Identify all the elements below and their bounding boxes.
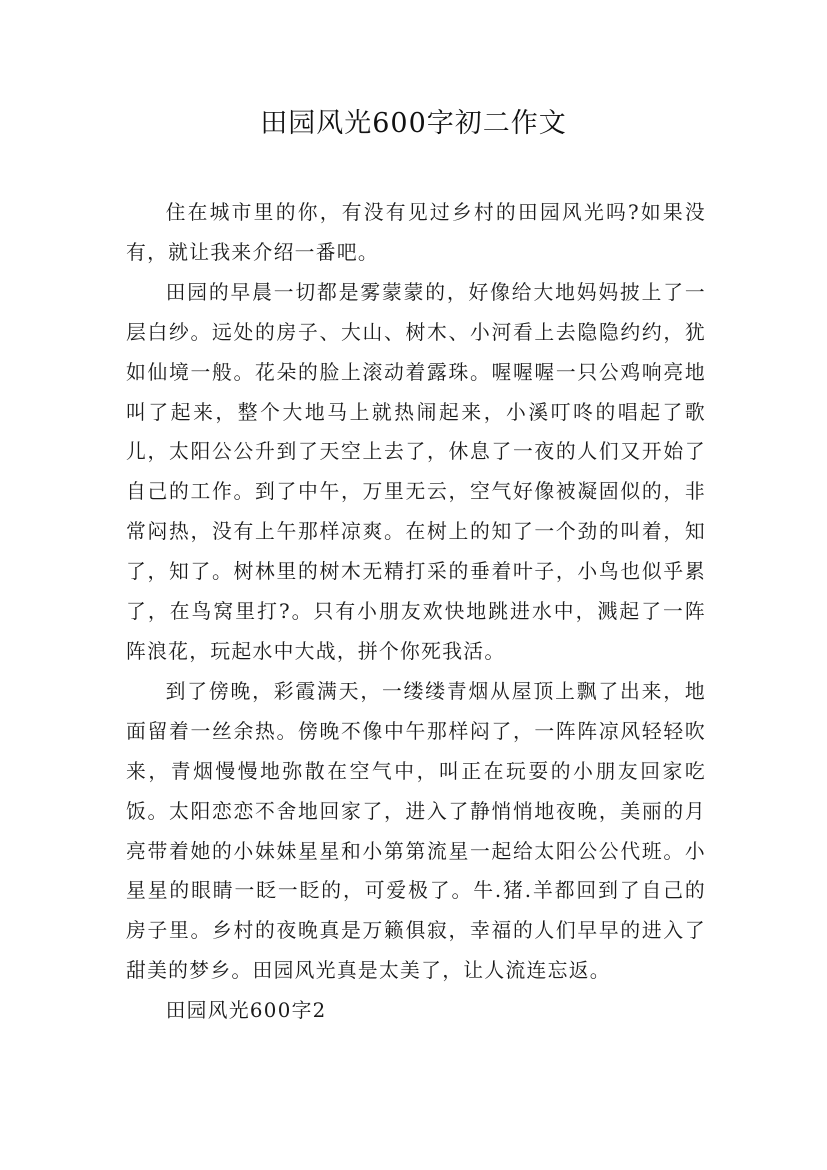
section-subheading: 田园风光600字2 bbox=[165, 999, 327, 1023]
paragraph: 田园的早晨一切都是雾蒙蒙的，好像给大地妈妈披上了一层白纱。远处的房子、大山、树木、小河看上去隐隐约约，犹如仙境一般。花朵的脸上滚动着露珠。喔喔喔一只公鸡响亮地叫了起来，整个大地马上就热闹起来，小溪叮咚的唱起了歌儿，太阳公公升到了天空上去了，休息了一夜的人们又开始了自己的工作。到了中午，万里无云，空气好像被凝固似的，非常闷热，没有上午那样凉爽。在树上的知了一个劲的叫着，知了，知了。树林里的树木无精打采的垂着叶子，小鸟也似乎累了，在鸟窝里打?。只有小朋友欢快地跳进水中，溅起了一阵阵浪花，玩起水中大战，拼个你死我活。 bbox=[126, 280, 706, 663]
document-title: 田园风光600字初二作文 bbox=[260, 108, 567, 139]
paragraph: 住在城市里的你，有没有见过乡村的田园风光吗?如果没有，就让我来介绍一番吧。 bbox=[126, 201, 706, 264]
paragraph: 到了傍晚，彩霞满天，一缕缕青烟从屋顶上飘了出来，地面留着一丝余热。傍晚不像中午那样闷了，一阵阵凉风轻轻吹来，青烟慢慢地弥散在空气中，叫正在玩耍的小朋友回家吃饭。太阳恋恋不舍地回家了，进入了静悄悄地夜晚，美丽的月亮带着她的小妹妹星星和小第第流星一起给太阳公公代班。小星星的眼睛一眨一眨的，可爱极了。牛.猪.羊都回到了自己的房子里。乡村的夜晚真是万籁俱寂，幸福的人们早早的进入了甜美的梦乡。田园风光真是太美了，让人流连忘返。 bbox=[126, 679, 706, 983]
document-body bbox=[126, 193, 706, 1031]
